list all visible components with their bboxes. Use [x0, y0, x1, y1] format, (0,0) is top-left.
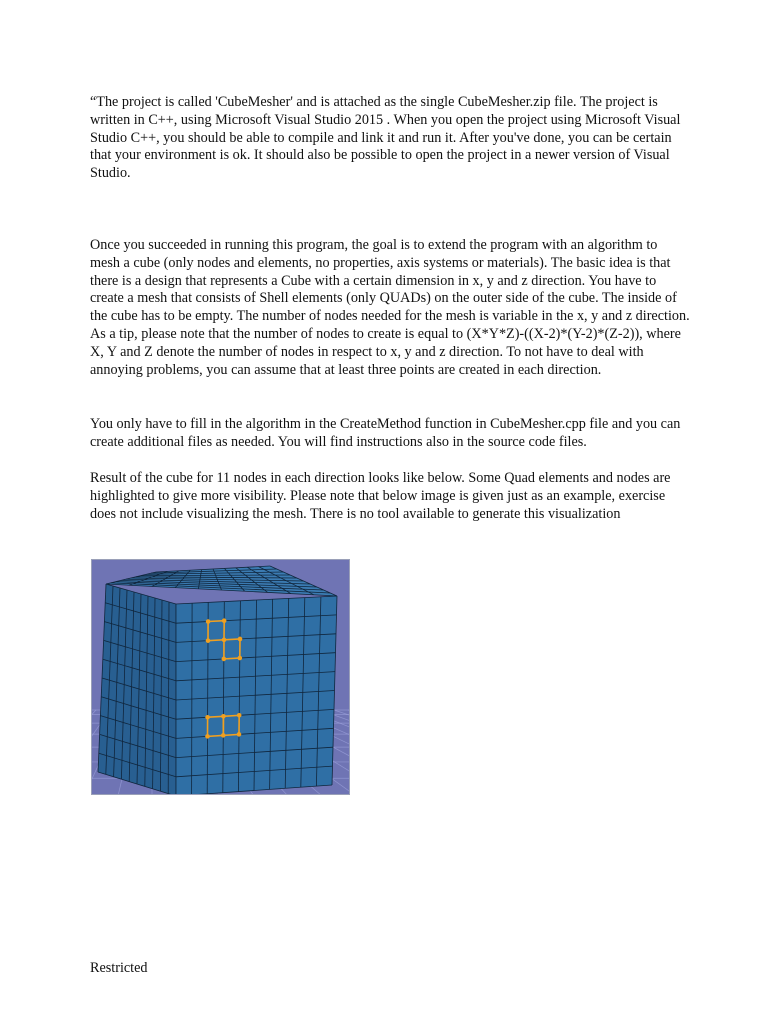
paragraph-goal: Once you succeeded in running this program, the goal is to extend the program with an algorithm to mesh a cube (only nodes and elements, no properties, axis systems or materials). The basic idea is that there is a design that represents a Cube with a certain dimension in x, y and z direction. You have to create a mesh that consists of Shell elements (only QUADs) on the outer side of the cube. The inside of the cube has to be empty. The number of nodes needed for the mesh is variable in the x, y and z direction. As a tip, please note that the number of nodes to create is equal to (X*Y*Z)-((X-2)*(Y-2)*(Z-2)), where X, Y and Z denote the number of nodes in respect to x, y and z direction. To not have to deal with annoying problems, you can assume that at least three points are created in each direction. [90, 237, 690, 378]
highlighted-node [222, 618, 227, 623]
highlighted-node [221, 714, 226, 719]
highlighted-node [237, 713, 242, 718]
highlighted-node [205, 734, 210, 739]
classification-label: Restricted [90, 960, 148, 976]
highlighted-node [222, 657, 227, 662]
paragraph-result: Result of the cube for 11 nodes in each direction looks like below. Some Quad elements and nodes are highlighted to give more visibility. Please note that below image is given just as an example, exercise does not include visualizing the mesh. There is no tool available to generate this visualization [90, 470, 671, 522]
highlighted-node [222, 638, 227, 643]
highlighted-node [206, 619, 211, 624]
highlighted-node [205, 715, 210, 720]
highlighted-node [221, 733, 226, 738]
paragraph-project-intro: “The project is called 'CubeMesher' and is attached as the single CubeMesher.zip file. The project is written in C++, using Microsoft Visual Studio 2015 . When you open the project using Microsoft Visual Studio C++, you should be able to compile and link it and run it. After you've done, you can be certain that your environment is ok. It should also be possible to open the project in a newer version of Visual Studio. [90, 94, 681, 182]
highlighted-node [206, 638, 211, 643]
cube-mesh-illustration [92, 560, 350, 795]
paragraph-create-method: You only have to fill in the algorithm in the CreateMethod function in CubeMesher.cpp file and you can create additional files as needed. You will find instructions also in the source code files. [90, 416, 681, 450]
highlighted-node [237, 732, 242, 737]
cube-left-face [98, 584, 176, 795]
highlighted-node [238, 637, 243, 642]
cube-mesh-image [91, 559, 350, 795]
highlighted-node [238, 656, 243, 661]
